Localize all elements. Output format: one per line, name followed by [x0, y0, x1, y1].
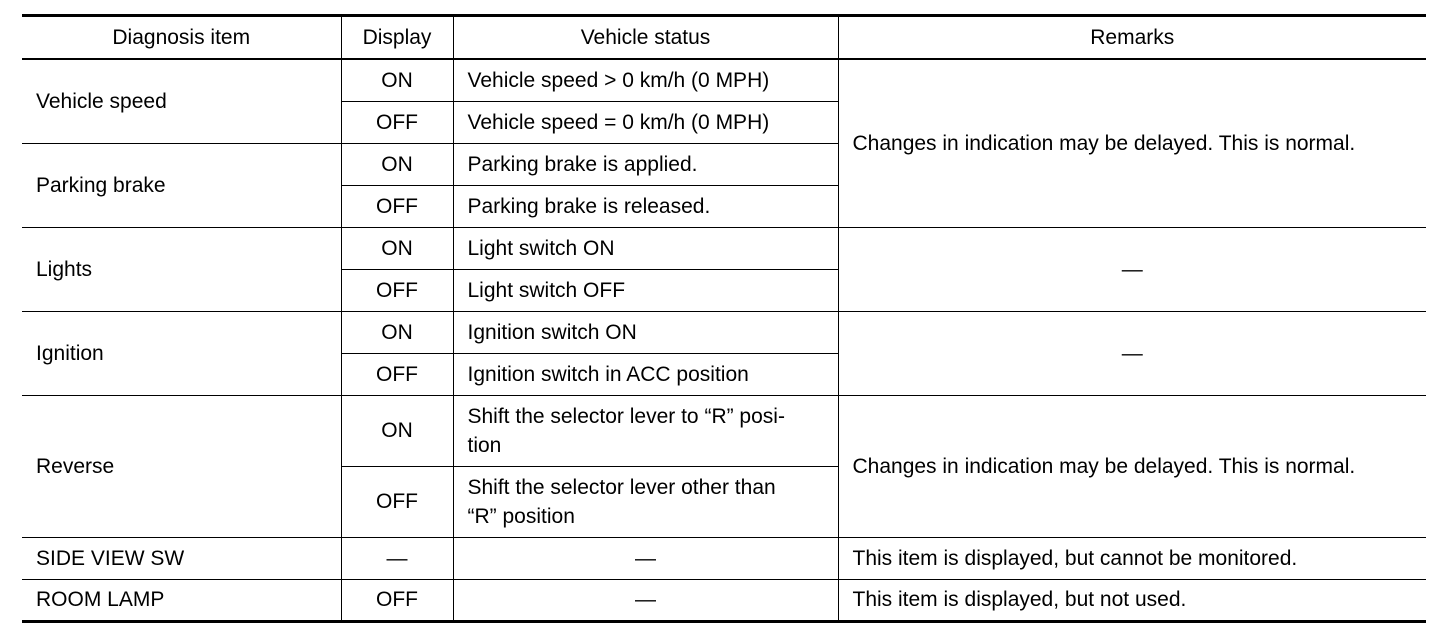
vehicle-status-value: Vehicle speed > 0 km/h (0 MPH) [453, 59, 838, 101]
display-value: OFF [341, 466, 453, 537]
vehicle-status-value [453, 466, 838, 537]
item-parking-brake: Parking brake [22, 143, 341, 227]
item-side-view-sw: SIDE VIEW SW [22, 537, 341, 579]
status-line: Shift the selector lever other than [467, 475, 776, 499]
header-remarks: Remarks [838, 16, 1426, 60]
remarks-side-view-sw: This item is displayed, but cannot be monitored. [838, 537, 1426, 579]
status-line: tion [467, 433, 502, 457]
vehicle-status-value: Parking brake is released. [453, 185, 838, 227]
display-value: ON [341, 227, 453, 269]
vehicle-status-value [453, 395, 838, 466]
item-reverse: Reverse [22, 395, 341, 537]
remarks-ignition: — [838, 311, 1426, 395]
item-room-lamp: ROOM LAMP [22, 579, 341, 621]
vehicle-status-value: Parking brake is applied. [453, 143, 838, 185]
header-row [22, 16, 1426, 60]
table-row-room-lamp [22, 579, 1426, 621]
remarks-room-lamp: This item is displayed, but not used. [838, 579, 1426, 621]
header-diagnosis-item: Diagnosis item [22, 16, 341, 60]
display-value: OFF [341, 579, 453, 621]
table-row-vehicle-speed-on [22, 59, 1426, 101]
item-vehicle-speed: Vehicle speed [22, 59, 341, 143]
diagnosis-table [22, 14, 1426, 623]
status-line: “R” position [467, 504, 575, 528]
remarks-lights: — [838, 227, 1426, 311]
item-ignition: Ignition [22, 311, 341, 395]
display-value: OFF [341, 269, 453, 311]
vehicle-status-value: Light switch ON [453, 227, 838, 269]
table-row-side-view-sw [22, 537, 1426, 579]
header-display: Display [341, 16, 453, 60]
table-row-lights-on [22, 227, 1426, 269]
vehicle-status-value: — [453, 537, 838, 579]
display-value: OFF [341, 101, 453, 143]
display-value: ON [341, 311, 453, 353]
table-row-reverse-on [22, 395, 1426, 466]
display-value: — [341, 537, 453, 579]
remarks-speed-brake: Changes in indication may be delayed. This is normal. [838, 59, 1426, 227]
display-value: OFF [341, 185, 453, 227]
table-row-ignition-on [22, 311, 1426, 353]
vehicle-status-value: Vehicle speed = 0 km/h (0 MPH) [453, 101, 838, 143]
display-value: ON [341, 143, 453, 185]
remarks-reverse: Changes in indication may be delayed. This is normal. [838, 395, 1426, 537]
status-line: Shift the selector lever to “R” posi- [467, 404, 785, 428]
item-lights: Lights [22, 227, 341, 311]
display-value: ON [341, 59, 453, 101]
vehicle-status-value: — [453, 579, 838, 621]
vehicle-status-value: Ignition switch in ACC position [453, 353, 838, 395]
display-value: ON [341, 395, 453, 466]
vehicle-status-value: Light switch OFF [453, 269, 838, 311]
vehicle-status-value: Ignition switch ON [453, 311, 838, 353]
header-vehicle-status: Vehicle status [453, 16, 838, 60]
display-value: OFF [341, 353, 453, 395]
